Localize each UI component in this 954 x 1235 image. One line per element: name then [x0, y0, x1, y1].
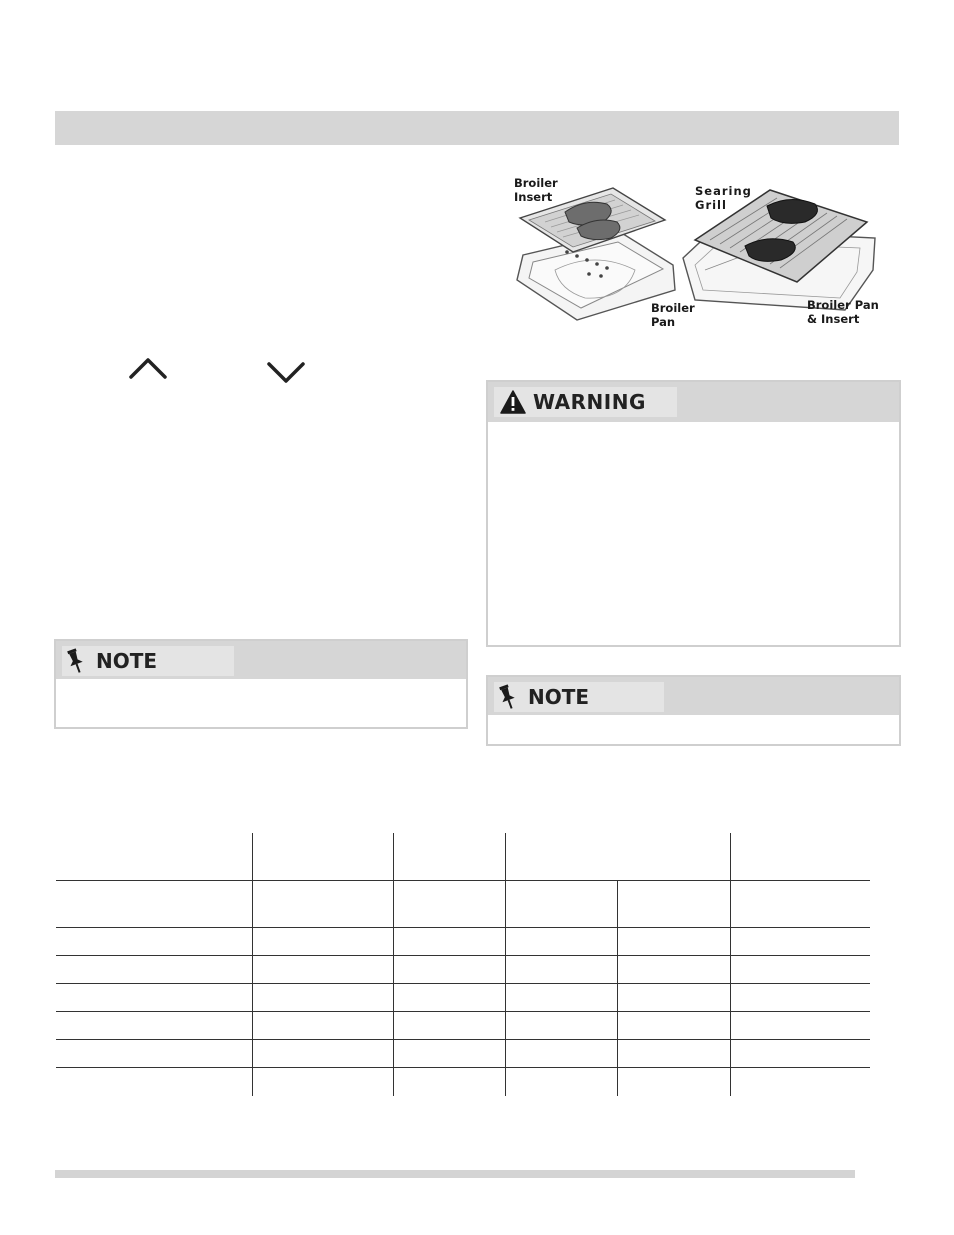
note-box-right-header [488, 677, 899, 715]
warning-box [486, 380, 901, 647]
broiler-insert-label: Broiler Insert [514, 176, 558, 204]
broiler-pan-illustration [505, 170, 895, 335]
searing-grill-label: Searing Grill [695, 184, 752, 212]
pushpin-icon [498, 684, 518, 710]
warning-triangle-icon [500, 390, 526, 414]
note-box-left-header [56, 641, 466, 679]
warning-box-header [488, 382, 899, 422]
broiler-pan-label: Broiler Pan [651, 301, 695, 329]
pushpin-icon [66, 648, 86, 674]
warning-tag [494, 387, 677, 417]
footer-bar [55, 1170, 855, 1178]
warning-heading: WARNING [533, 390, 646, 414]
note-box-right [486, 675, 901, 746]
note-box-left [54, 639, 468, 729]
note-tag-right [494, 682, 664, 712]
broiler-pan-insert-label: Broiler Pan & Insert [807, 298, 879, 326]
broil-settings-table [56, 833, 870, 1096]
note-tag-left [62, 646, 234, 676]
note-heading-right: NOTE [528, 685, 590, 709]
up-arrow-icon[interactable] [126, 355, 170, 385]
down-arrow-icon[interactable] [264, 358, 308, 388]
section-header-bar [55, 111, 899, 145]
note-heading-left: NOTE [96, 649, 158, 673]
